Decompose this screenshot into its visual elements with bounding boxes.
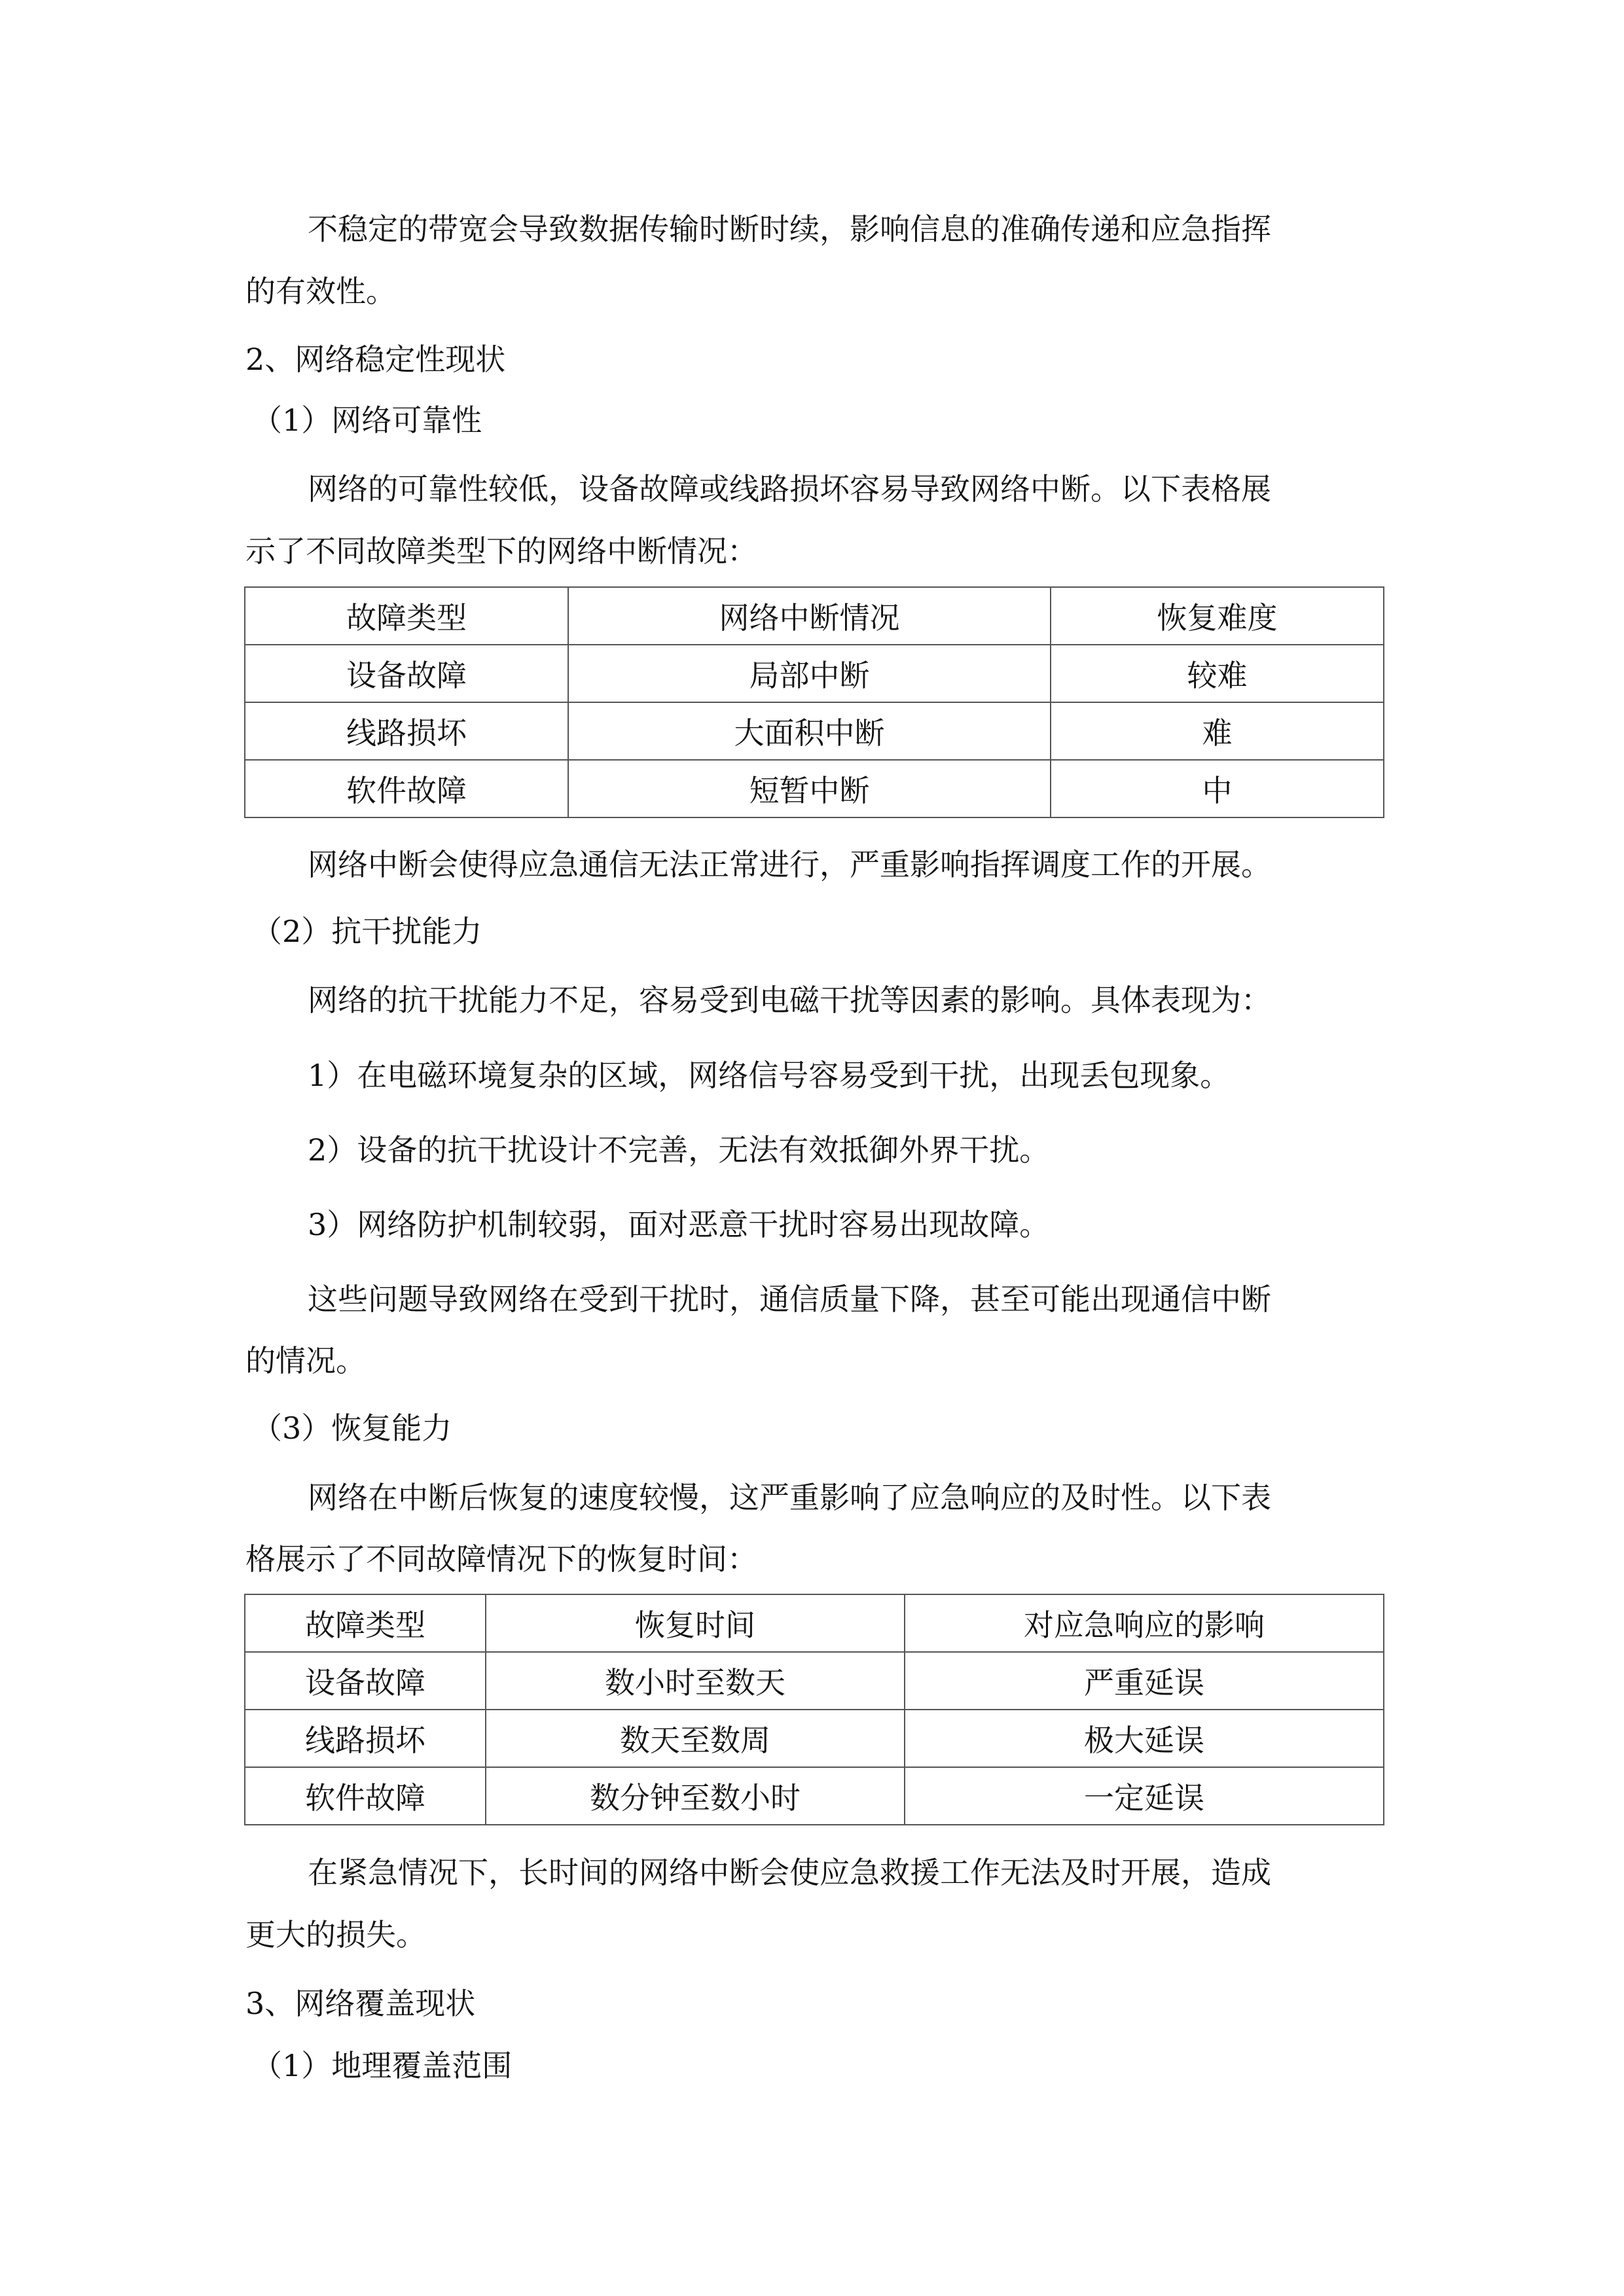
paragraph-reliability-line1: 网络的可靠性较低，设备故障或线路损坏容易导致网络中断。以下表格展 xyxy=(308,471,1271,507)
table-cell: 极大延误 xyxy=(905,1710,1384,1767)
section-heading-coverage: 3、网络覆盖现状 xyxy=(245,1986,476,2021)
table-cell: 数小时至数天 xyxy=(486,1652,905,1710)
table-cell: 一定延误 xyxy=(905,1767,1384,1825)
table-cell: 数天至数周 xyxy=(486,1710,905,1767)
table-header-cell: 故障类型 xyxy=(245,587,568,645)
list-item-3: 3）网络防护机制较弱，面对恶意干扰时容易出现故障。 xyxy=(308,1207,1050,1242)
table-header-row xyxy=(245,587,1384,645)
paragraph-bandwidth-line2: 的有效性。 xyxy=(245,274,396,309)
table-cell: 大面积中断 xyxy=(568,702,1051,760)
table-cell: 线路损坏 xyxy=(245,702,568,760)
table-header-cell: 故障类型 xyxy=(245,1594,486,1652)
paragraph-bandwidth-line1: 不稳定的带宽会导致数据传输时断时续，影响信息的准确传递和应急指挥 xyxy=(308,211,1271,247)
table-cell: 较难 xyxy=(1051,645,1384,702)
paragraph-emergency-line2: 更大的损失。 xyxy=(245,1917,426,1952)
table-row xyxy=(245,1710,1384,1767)
paragraph-reliability-line2: 示了不同故障类型下的网络中断情况： xyxy=(245,533,757,569)
table-cell: 中 xyxy=(1051,760,1384,817)
paragraph-emergency-line1: 在紧急情况下，长时间的网络中断会使应急救援工作无法及时开展，造成 xyxy=(308,1855,1271,1890)
list-item-1: 1）在电磁环境复杂的区域，网络信号容易受到干扰，出现丢包现象。 xyxy=(308,1058,1231,1093)
paragraph-interference-result-line1: 这些问题导致网络在受到干扰时，通信质量下降，甚至可能出现通信中断 xyxy=(308,1282,1271,1317)
subheading-recovery: （3）恢复能力 xyxy=(252,1410,452,1446)
table-row xyxy=(245,1767,1384,1825)
paragraph-anti-interference: 网络的抗干扰能力不足，容易受到电磁干扰等因素的影响。具体表现为： xyxy=(308,982,1271,1018)
table-cell: 难 xyxy=(1051,702,1384,760)
table-row xyxy=(245,702,1384,760)
table-header-cell: 对应急响应的影响 xyxy=(905,1594,1384,1652)
subheading-anti-interference: （2）抗干扰能力 xyxy=(252,914,482,949)
table-cell: 严重延误 xyxy=(905,1652,1384,1710)
table-cell: 设备故障 xyxy=(245,1652,486,1710)
table-header-cell: 恢复难度 xyxy=(1051,587,1384,645)
subheading-reliability: （1）网络可靠性 xyxy=(252,403,482,438)
list-item-2: 2）设备的抗干扰设计不完善，无法有效抵御外界干扰。 xyxy=(308,1132,1050,1168)
section-heading-stability: 2、网络稳定性现状 xyxy=(245,342,506,377)
table-cell: 软件故障 xyxy=(245,1767,486,1825)
table-cell: 数分钟至数小时 xyxy=(486,1767,905,1825)
table-row xyxy=(245,760,1384,817)
table-cell: 局部中断 xyxy=(568,645,1051,702)
paragraph-recovery-line1: 网络在中断后恢复的速度较慢，这严重影响了应急响应的及时性。以下表 xyxy=(308,1480,1271,1515)
table-row xyxy=(245,1652,1384,1710)
table-header-cell: 网络中断情况 xyxy=(568,587,1051,645)
table-fault-interruption xyxy=(244,586,1384,818)
paragraph-interruption-impact: 网络中断会使得应急通信无法正常进行，严重影响指挥调度工作的开展。 xyxy=(308,847,1271,882)
table-row xyxy=(245,645,1384,702)
table-recovery-time xyxy=(244,1594,1384,1825)
table-cell: 设备故障 xyxy=(245,645,568,702)
subheading-geographic-coverage: （1）地理覆盖范围 xyxy=(252,2048,513,2083)
paragraph-recovery-line2: 格展示了不同故障情况下的恢复时间： xyxy=(245,1541,757,1577)
table-header-row xyxy=(245,1594,1384,1652)
paragraph-interference-result-line2: 的情况。 xyxy=(245,1343,366,1378)
table-header-cell: 恢复时间 xyxy=(486,1594,905,1652)
table-cell: 短暂中断 xyxy=(568,760,1051,817)
table-cell: 线路损坏 xyxy=(245,1710,486,1767)
table-cell: 软件故障 xyxy=(245,760,568,817)
